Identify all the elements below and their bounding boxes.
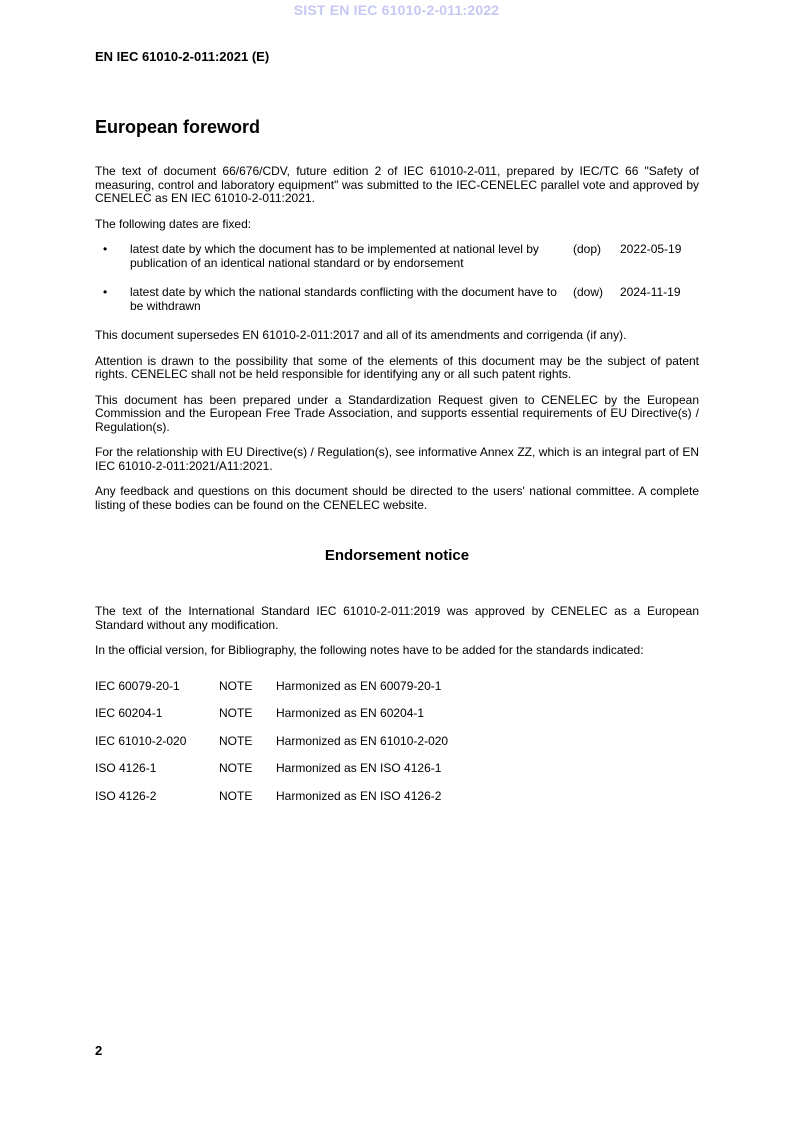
note-text: Harmonized as EN 61010-2-020 bbox=[276, 733, 449, 748]
date-value: 2022-05-19 bbox=[620, 242, 682, 256]
endorsement-text: The text of the International Standard IEC 61010-2-011:2019 was approved by CENELEC as a European Standard without any modification. bbox=[95, 604, 699, 632]
note-label: NOTE bbox=[219, 678, 253, 693]
note-row bbox=[95, 790, 699, 818]
note-text: Harmonized as EN 60079-20-1 bbox=[276, 678, 442, 693]
date-value: 2024-11-19 bbox=[620, 285, 681, 299]
note-standard: ISO 4126-2 bbox=[95, 788, 157, 803]
bibliography-notes-list bbox=[95, 680, 699, 818]
note-row bbox=[95, 680, 699, 708]
note-row bbox=[95, 735, 699, 763]
note-label: NOTE bbox=[219, 788, 253, 803]
feedback-paragraph: Any feedback and questions on this document should be directed to the users' national committee. A complete listing of these bodies can be found on the CENELEC website. bbox=[95, 484, 699, 512]
date-description: latest date by which the document has to be implemented at national level by publication of an identical national standard or by endorsement bbox=[130, 242, 539, 270]
note-standard: IEC 61010-2-020 bbox=[95, 733, 187, 748]
dates-list bbox=[95, 243, 699, 313]
patent-paragraph: Attention is drawn to the possibility that some of the elements of this document may be the subject of patent rights. CENELEC shall not be held responsible for identifying any or all such patent rights. bbox=[95, 353, 699, 381]
note-row bbox=[95, 707, 699, 735]
date-row-dop bbox=[95, 243, 699, 270]
note-text: Harmonized as EN ISO 4126-1 bbox=[276, 761, 442, 775]
watermark-header: SIST EN IEC 61010-2-011:2022 bbox=[293, 2, 500, 18]
note-text: Harmonized as EN 60204-1 bbox=[276, 706, 425, 720]
bibliography-notes-intro: In the official version, for Bibliography, the following notes have to be added for the standards indicated: bbox=[95, 643, 644, 657]
date-description: latest date by which the national standards conflicting with the document have to be withdrawn bbox=[130, 285, 557, 313]
standardization-paragraph: This document has been prepared under a Standardization Request given to CENELEC by the European Commission and the European Free Trade Association, and supports essential requirements of EU Directive(s) / Regulation(s). bbox=[95, 392, 699, 434]
note-label: NOTE bbox=[219, 733, 253, 748]
date-row-dow bbox=[95, 286, 699, 313]
note-label: NOTE bbox=[219, 706, 253, 720]
supersedes-paragraph: This document supersedes EN 61010-2-011:2017 and all of its amendments and corrigenda (if any). bbox=[95, 328, 627, 342]
date-abbreviation: (dow) bbox=[573, 285, 604, 299]
date-abbreviation: (dop) bbox=[573, 242, 602, 256]
endorsement-title: Endorsement notice bbox=[324, 547, 470, 564]
note-text: Harmonized as EN ISO 4126-2 bbox=[276, 788, 442, 803]
note-row bbox=[95, 762, 699, 790]
dates-intro: The following dates are fixed: bbox=[95, 216, 252, 231]
note-standard: ISO 4126-1 bbox=[95, 761, 157, 775]
foreword-title: European foreword bbox=[95, 117, 261, 137]
page-number: 2 bbox=[95, 1043, 103, 1058]
document-id: EN IEC 61010-2-011:2021 (E) bbox=[95, 49, 270, 64]
page-content bbox=[95, 116, 699, 817]
note-label: NOTE bbox=[219, 761, 253, 775]
bullet: • bbox=[103, 285, 108, 299]
relationship-paragraph: For the relationship with EU Directive(s) / Regulation(s), see informative Annex ZZ, which is an integral part of EN IEC 61010-2-011:2021/A11:2021. bbox=[95, 445, 699, 473]
foreword-intro: The text of document 66/676/CDV, future edition 2 of IEC 61010-2-011, prepared by IEC/TC 66 "Safety of measuring, control and laboratory equipment" was submitted to the IEC-CENELEC parallel vote and approved by CENELEC as EN IEC 61010-2-011:2021. bbox=[95, 164, 699, 205]
bullet: • bbox=[103, 242, 108, 256]
note-standard: IEC 60079-20-1 bbox=[95, 678, 180, 693]
note-standard: IEC 60204-1 bbox=[95, 706, 163, 720]
